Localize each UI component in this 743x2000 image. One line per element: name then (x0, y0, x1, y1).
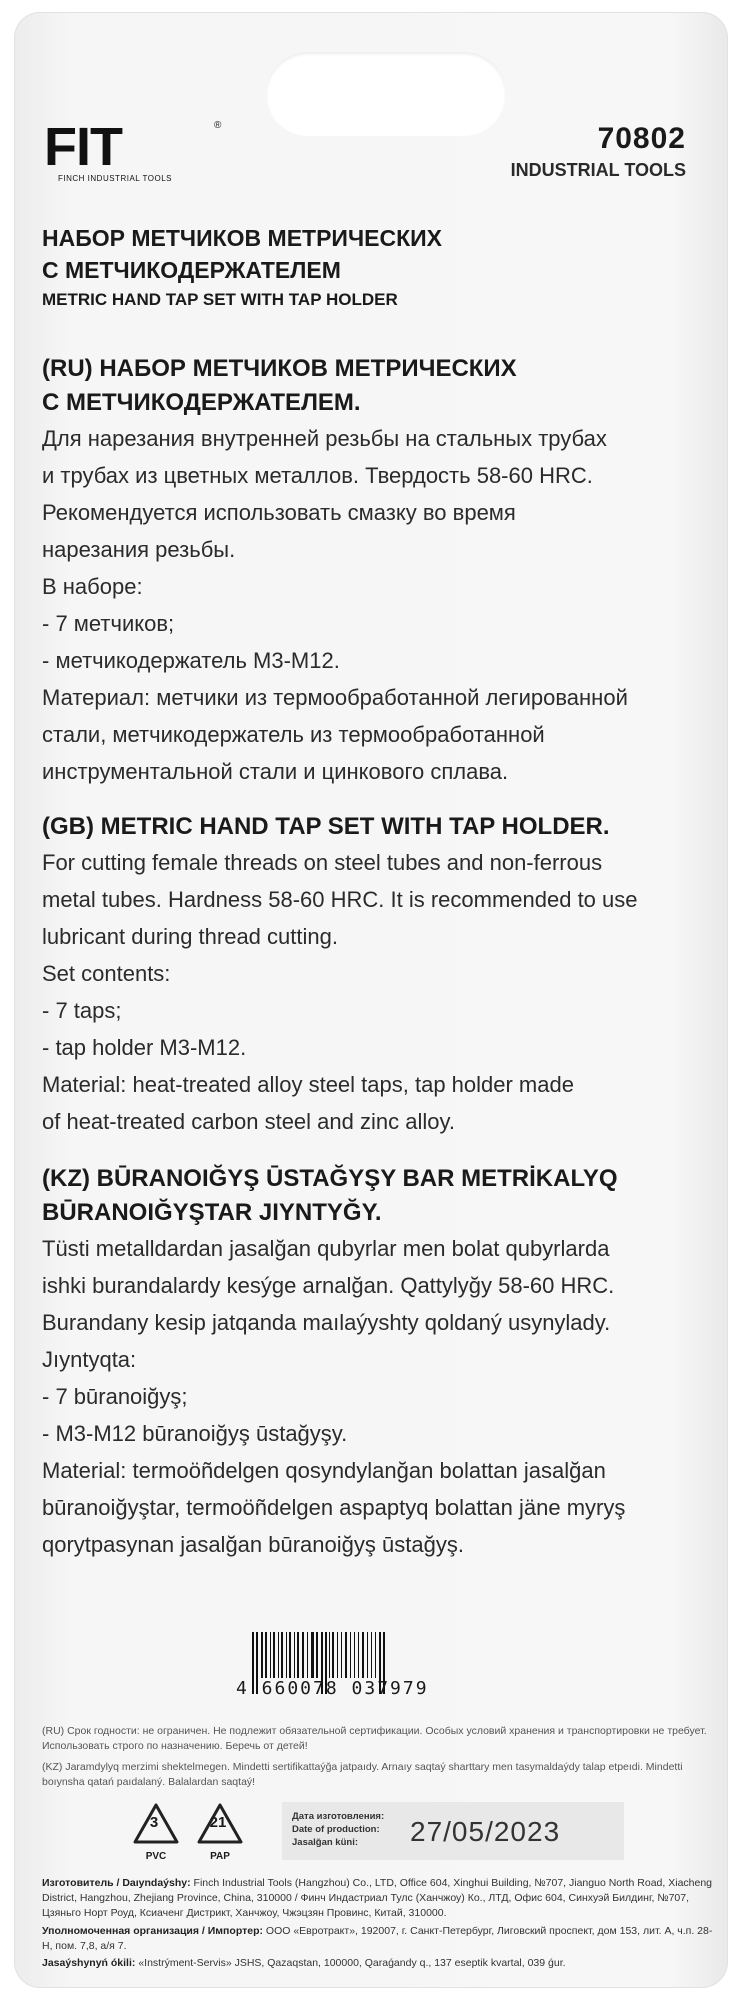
recycle-pvc-number: 3 (149, 1814, 159, 1831)
kz-representative-text: «Instrýment-Servis» JSHS, Qazaqstan, 100000, Qaraǵandy q., 137 eseptik kvartal, 039 ǵur. (138, 1957, 566, 1969)
recycle-pap-icon (194, 1802, 246, 1870)
article-code: 70802 (597, 122, 686, 155)
production-date: 27/05/2023 (410, 1816, 561, 1847)
section-ru (42, 352, 722, 790)
section-ru-body: Для нарезания внутренней резьбы на стальных трубах и трубах из цветных металлов. Твердость 58-60 HRC. Рекомендуется использовать смазку во время нарезания резьбы. В наборе: - 7 метчиков; - метчикодержатель М3-М12. Материал: метчики из термообработанной легированной стали, метчикодержатель из термообработанной инструментальной стали и цинкового сплава. (42, 426, 628, 784)
kz-representative-info (42, 1956, 722, 1971)
registered-mark: ® (214, 120, 222, 131)
section-gb-body: For cutting female threads on steel tubes and non-ferrous metal tubes. Hardness 58-60 HRC. It is recommended to use lubricant during thread cutting. Set contents: - 7 taps; - tap holder M3-M12. Material: heat-treated alloy steel taps, tap holder made of heat-treated carbon steel and zinc alloy. (42, 850, 638, 1134)
brand-logo (44, 116, 224, 196)
manufacturer-label: Изготовитель / Daıyndaýshy: (42, 1877, 191, 1889)
production-date-box (282, 1802, 624, 1860)
hang-hole (266, 52, 506, 136)
section-ru-heading: (RU) НАБОР МЕТЧИКОВ МЕТРИЧЕСКИХ С МЕТЧИКОДЕРЖАТЕЛЕМ. (42, 355, 517, 416)
title-ru-line2: С МЕТЧИКОДЕРЖАТЕЛЕМ (42, 257, 341, 283)
production-label-ru: Дата изготовления: (292, 1811, 385, 1822)
section-gb-heading: (GB) METRIC HAND TAP SET WITH TAP HOLDER. (42, 813, 610, 840)
production-label-en: Date of production: (292, 1824, 380, 1835)
manufacturer-text: Finch Industrial Tools (Hangzhou) Co., LTD, Office 604, Xinghui Building, №707, Jianguo North Road, Xiacheng District, Hangzhou, Zhejiang Province, China, 310000 / Финч Индастриал Тулс (Ханчжоу) Ко., ЛТД, Офис 604, Синхуэй Билдинг, №707, Цзяньго Норт Роуд, Ксиаченг Дистрикт, Ханчжоу, Чжэцзян Провинс, Китай, 310000. (42, 1877, 713, 1919)
recycle-pap-number: 21 (209, 1814, 227, 1831)
section-kz-body: Tüsti metalldardan jasalğan qubyrlar men bolat qubyrlarda ishki burandalardy kesýge arnalğan. Qattylyğy 58-60 HRC. Burandany kesip jatqanda maılaýyshty qoldaný usynylady. Jıyntyqta: - 7 būranoiğyş; - M3-M12 būranoiğyş ūstağyşy. Material: termoöñdelgen qosyndylanğan bolattan jasalğan būranoiğyştar, termoöñdelgen aspaptyq bolattan jäne myryş qorytpasynan jasalğan būranoiğyş ūstağyş. (42, 1236, 626, 1557)
article-block (511, 122, 686, 181)
section-kz (42, 1162, 722, 1563)
article-category: INDUSTRIAL TOOLS (510, 160, 686, 180)
recycle-pvc-icon (130, 1802, 182, 1870)
importer-info (42, 1924, 722, 1954)
title-ru-line1: НАБОР МЕТЧИКОВ МЕТРИЧЕСКИХ (42, 225, 442, 251)
section-kz-heading: (KZ) BŪRANOIĞYŞ ŪSTAĞYŞY BAR METRİKALYQ BŪRANOIĞYŞTAR JIYNTYĞY. (42, 1165, 618, 1226)
importer-text: ООО «Евротракт», 192007, г. Санкт-Петербург, Лиговский проспект, дом 153, лит. А, ч.п. 28-Н, пом. 7,8, а/я 7. (42, 1925, 713, 1952)
packaging-card (14, 12, 728, 1988)
product-title (42, 222, 692, 310)
logo-subtitle: FINCH INDUSTRIAL TOOLS (58, 174, 172, 183)
production-label-kz: Jasalğan küni: (292, 1837, 358, 1848)
kz-representative-label: Jasaýshynyń ókili: (42, 1957, 136, 1969)
logo-text: FIT (44, 117, 122, 177)
recycle-pvc-label: PVC (145, 1851, 167, 1862)
production-labels (292, 1810, 384, 1849)
importer-label: Уполномоченная организация / Импортер: (42, 1925, 263, 1937)
fine-print-ru: (RU) Срок годности: не ограничен. Не подлежит обязательной сертификации. Особых условий хранения и транспортировки не требует. Использовать строго по назначению. Беречь от детей! (42, 1725, 707, 1752)
manufacturer-info (42, 1876, 722, 1921)
fine-print-kz: (KZ) Jaramdylyq merzimi shektelmegen. Mindetti sertifikattaýğa jatpaıdy. Arnaıy saqtaý sharttary men tasymaldaýdy talap etpeıdi. Mindetti boıynsha qatań paıdalaný. Balalardan saqtaý! (42, 1761, 683, 1788)
barcode-number: 4 660078 037979 (236, 1678, 429, 1699)
recycle-pap-label: PAP (210, 1851, 230, 1862)
title-en: METRIC HAND TAP SET WITH TAP HOLDER (42, 290, 398, 309)
section-gb (42, 810, 722, 1140)
